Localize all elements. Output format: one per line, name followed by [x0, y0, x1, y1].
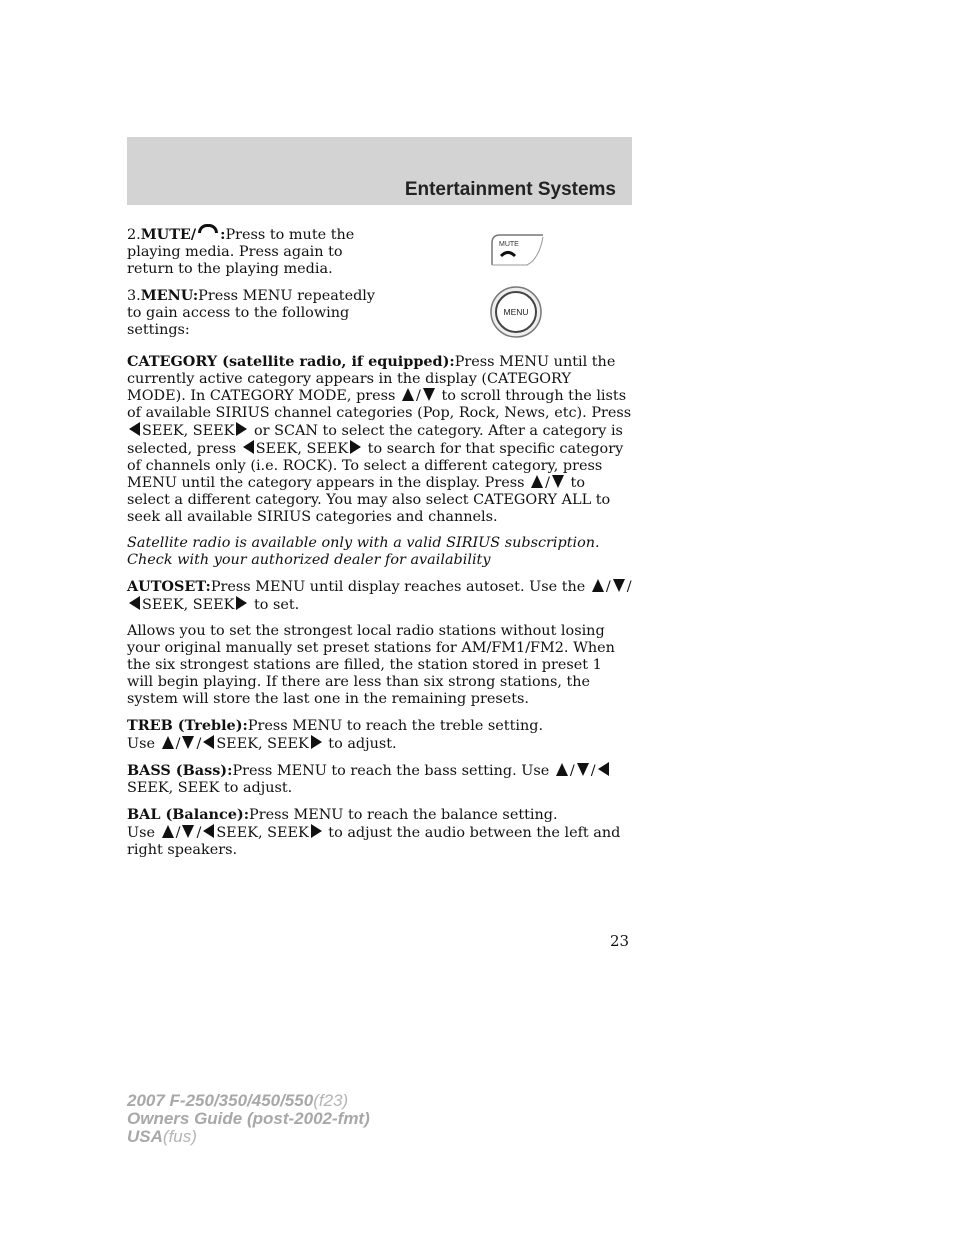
up-arrow-icon — [162, 825, 174, 838]
down-arrow-icon — [552, 475, 564, 488]
seek-right-icon — [350, 440, 361, 454]
category-paragraph: CATEGORY (satellite radio, if equipped):Press MENU until the currently active category appears in the display (CATEGORY MODE). In CATEGORY MODE, press / to scroll through the lists of available SIRIUS channel categories (Pop, Rock, News, etc). Press SEEK, SEEK or SCAN to select the category. After a category is selected, press SEEK, SEEK to search for that specific category of channels only (i.e. ROCK). To select a different category, press MENU until the category appears in the display. Press / to select a different category. You may also select CATEGORY ALL to seek all available SIRIUS categories and channels. — [127, 353, 632, 525]
header-band — [127, 137, 632, 205]
treble-paragraph: TREB (Treble):Press MENU to reach the treble setting. Use / / SEEK, SEEK to adjust. — [127, 717, 544, 752]
up-arrow-icon — [592, 579, 604, 592]
up-arrow-icon — [556, 763, 568, 776]
autoset-paragraph: AUTOSET:Press MENU until display reaches autoset. Use the / /SEEK, SEEK to set. — [127, 578, 632, 613]
down-arrow-icon — [577, 763, 589, 776]
down-arrow-icon — [613, 579, 625, 592]
document-footer: 2007 F-250/350/450/550(f23) Owners Guide (post-2002-fmt) USA(fus) — [127, 1091, 370, 1146]
page-content — [127, 224, 632, 868]
seek-left-icon — [203, 735, 214, 749]
page-number: 23 — [610, 932, 630, 950]
seek-right-icon — [311, 735, 322, 749]
menu-button-illustration — [489, 285, 543, 339]
section-title: Entertainment Systems — [404, 179, 616, 200]
up-arrow-icon — [531, 475, 543, 488]
menu-item: 3.MENU:Press MENU repeatedly to gain access to the following settings: — [127, 287, 376, 338]
mute-item: 2.MUTE/ :Press to mute the playing media. Press again to return to the playing media. — [127, 226, 355, 277]
down-arrow-icon — [182, 736, 194, 749]
seek-left-icon — [243, 440, 254, 454]
mute-button-label: MUTE — [499, 241, 519, 248]
autoset-description: Allows you to set the strongest local radio stations without losing your original manually set preset stations for AM/FM1/FM2. When the six strongest stations are filled, the station stored in preset 1 will begin playing. If there are less than six strong stations, the system will store the last one in the remaining presets. — [127, 623, 615, 707]
up-arrow-icon — [402, 388, 414, 401]
seek-left-icon — [203, 824, 214, 838]
balance-paragraph: BAL (Balance):Press MENU to reach the balance setting. Use / / SEEK, SEEK to adjust the audio between the left and right speakers. — [127, 806, 621, 858]
phone-icon — [198, 224, 218, 233]
seek-left-icon — [129, 596, 140, 610]
mute-button-illustration — [489, 229, 545, 267]
down-arrow-icon — [423, 388, 435, 401]
seek-left-icon — [129, 422, 140, 436]
seek-left-icon — [598, 762, 609, 776]
seek-right-icon — [236, 596, 247, 610]
menu-button-label: MENU — [503, 307, 529, 317]
bass-paragraph: BASS (Bass):Press MENU to reach the bass setting. Use / / SEEK, SEEK to adjust. — [127, 762, 632, 797]
seek-right-icon — [236, 422, 247, 436]
down-arrow-icon — [182, 825, 194, 838]
up-arrow-icon — [162, 736, 174, 749]
satellite-note: Satellite radio is available only with a valid SIRIUS subscription. Check with your authorized dealer for availability — [127, 535, 600, 568]
phone-icon — [501, 253, 515, 257]
seek-right-icon — [311, 824, 322, 838]
